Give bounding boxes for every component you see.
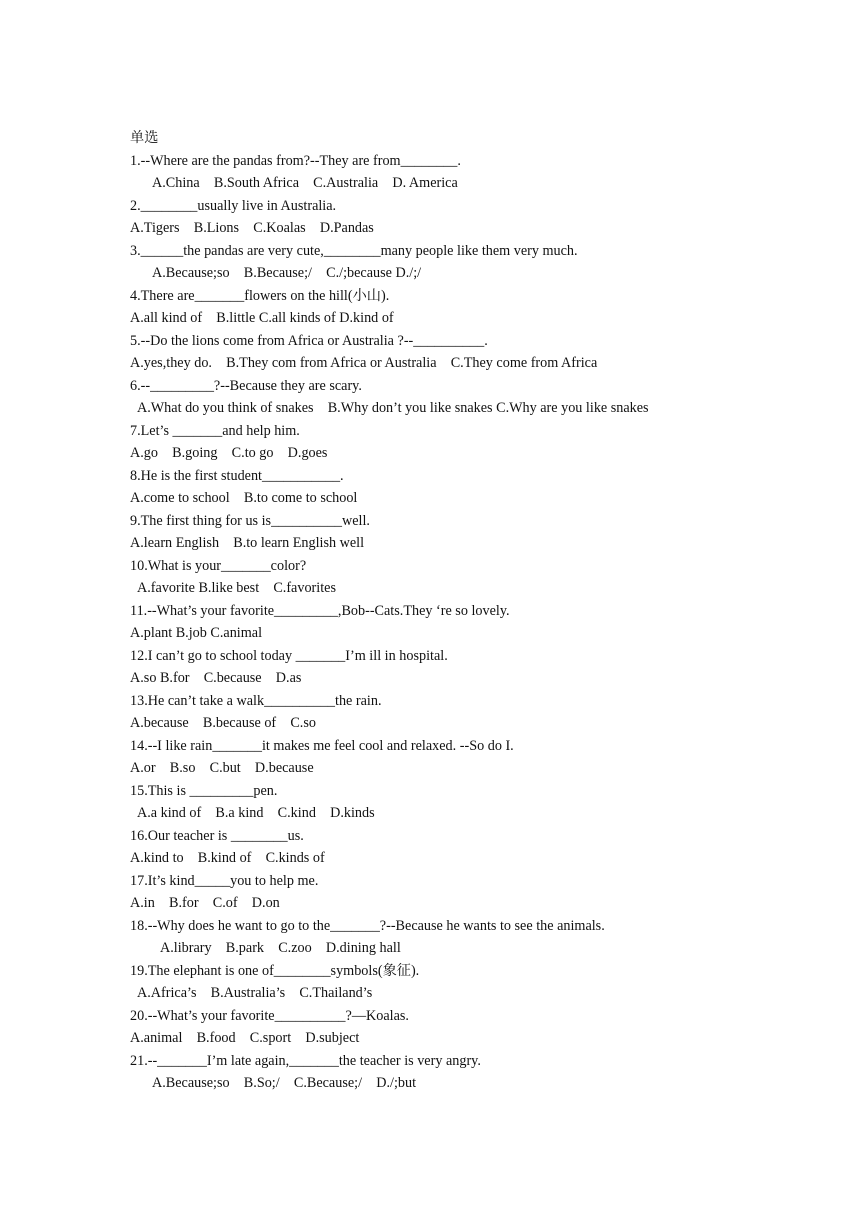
answer-options: A.Africa’s B.Australia’s C.Thailand’s <box>137 985 373 1001</box>
question-text: 19.The elephant is one of________symbols(象征). <box>130 962 420 979</box>
question-text: 18.--Why does he want to go to the_______?--Because he wants to see the animals. <box>130 917 605 934</box>
question-text: 3.______the pandas are very cute,________many people like them very much. <box>130 242 578 259</box>
answer-options: A.animal B.food C.sport D.subject <box>130 1030 360 1046</box>
question-list <box>130 127 830 1095</box>
question-text: 1.--Where are the pandas from?--They are from________. <box>130 152 461 169</box>
question-text: 13.He can’t take a walk__________the rain. <box>130 692 382 709</box>
answer-options: A.a kind of B.a kind C.kind D.kinds <box>137 805 375 821</box>
question-text: 21.--_______I’m late again,_______the teacher is very angry. <box>130 1052 481 1069</box>
answer-options: A.kind to B.kind of C.kinds of <box>130 850 325 866</box>
answer-options: A.Tigers B.Lions C.Koalas D.Pandas <box>130 220 374 236</box>
answer-options: A.so B.for C.because D.as <box>130 670 302 686</box>
question-text: 7.Let’s _______and help him. <box>130 422 300 439</box>
answer-options: A.Because;so B.So;/ C.Because;/ D./;but <box>152 1075 417 1091</box>
answer-options: A.Because;so B.Because;/ C./;because D./;/ <box>152 265 422 281</box>
question-text: 12.I can’t go to school today _______I’m ill in hospital. <box>130 647 448 664</box>
answer-options: A.yes,they do. B.They com from Africa or Australia C.They come from Africa <box>130 355 598 371</box>
question-text: 11.--What’s your favorite_________,Bob--Cats.They ‘re so lovely. <box>130 602 510 619</box>
answer-options: A.in B.for C.of D.on <box>130 895 280 911</box>
section-heading: 单选 <box>130 130 159 146</box>
question-text: 17.It’s kind_____you to help me. <box>130 872 319 889</box>
answer-options: A.all kind of B.little C.all kinds of D.kind of <box>130 310 394 326</box>
question-text: 5.--Do the lions come from Africa or Australia ?--__________. <box>130 332 488 349</box>
question-text: 15.This is _________pen. <box>130 782 278 799</box>
question-text: 2.________usually live in Australia. <box>130 197 337 214</box>
question-text: 16.Our teacher is ________us. <box>130 827 304 844</box>
answer-options: A.because B.because of C.so <box>130 715 316 731</box>
question-text: 8.He is the first student___________. <box>130 467 344 484</box>
answer-options: A.China B.South Africa C.Australia D. America <box>152 175 458 191</box>
question-text: 6.--_________?--Because they are scary. <box>130 377 362 394</box>
question-text: 20.--What’s your favorite__________?—Koalas. <box>130 1007 409 1024</box>
answer-options: A.or B.so C.but D.because <box>130 760 314 776</box>
answer-options: A.What do you think of snakes B.Why don’t you like snakes C.Why are you like snakes <box>137 400 649 416</box>
answer-options: A.favorite B.like best C.favorites <box>137 580 336 596</box>
question-text: 9.The first thing for us is__________well. <box>130 512 370 529</box>
question-text: 4.There are_______flowers on the hill(小山). <box>130 287 390 304</box>
answer-options: A.plant B.job C.animal <box>130 625 263 641</box>
answer-options: A.learn English B.to learn English well <box>130 535 365 551</box>
answer-options: A.go B.going C.to go D.goes <box>130 445 328 461</box>
answer-options: A.come to school B.to come to school <box>130 490 358 506</box>
answer-options: A.library B.park C.zoo D.dining hall <box>160 940 401 956</box>
question-text: 10.What is your_______color? <box>130 557 307 574</box>
question-text: 14.--I like rain_______it makes me feel cool and relaxed. --So do I. <box>130 737 514 754</box>
